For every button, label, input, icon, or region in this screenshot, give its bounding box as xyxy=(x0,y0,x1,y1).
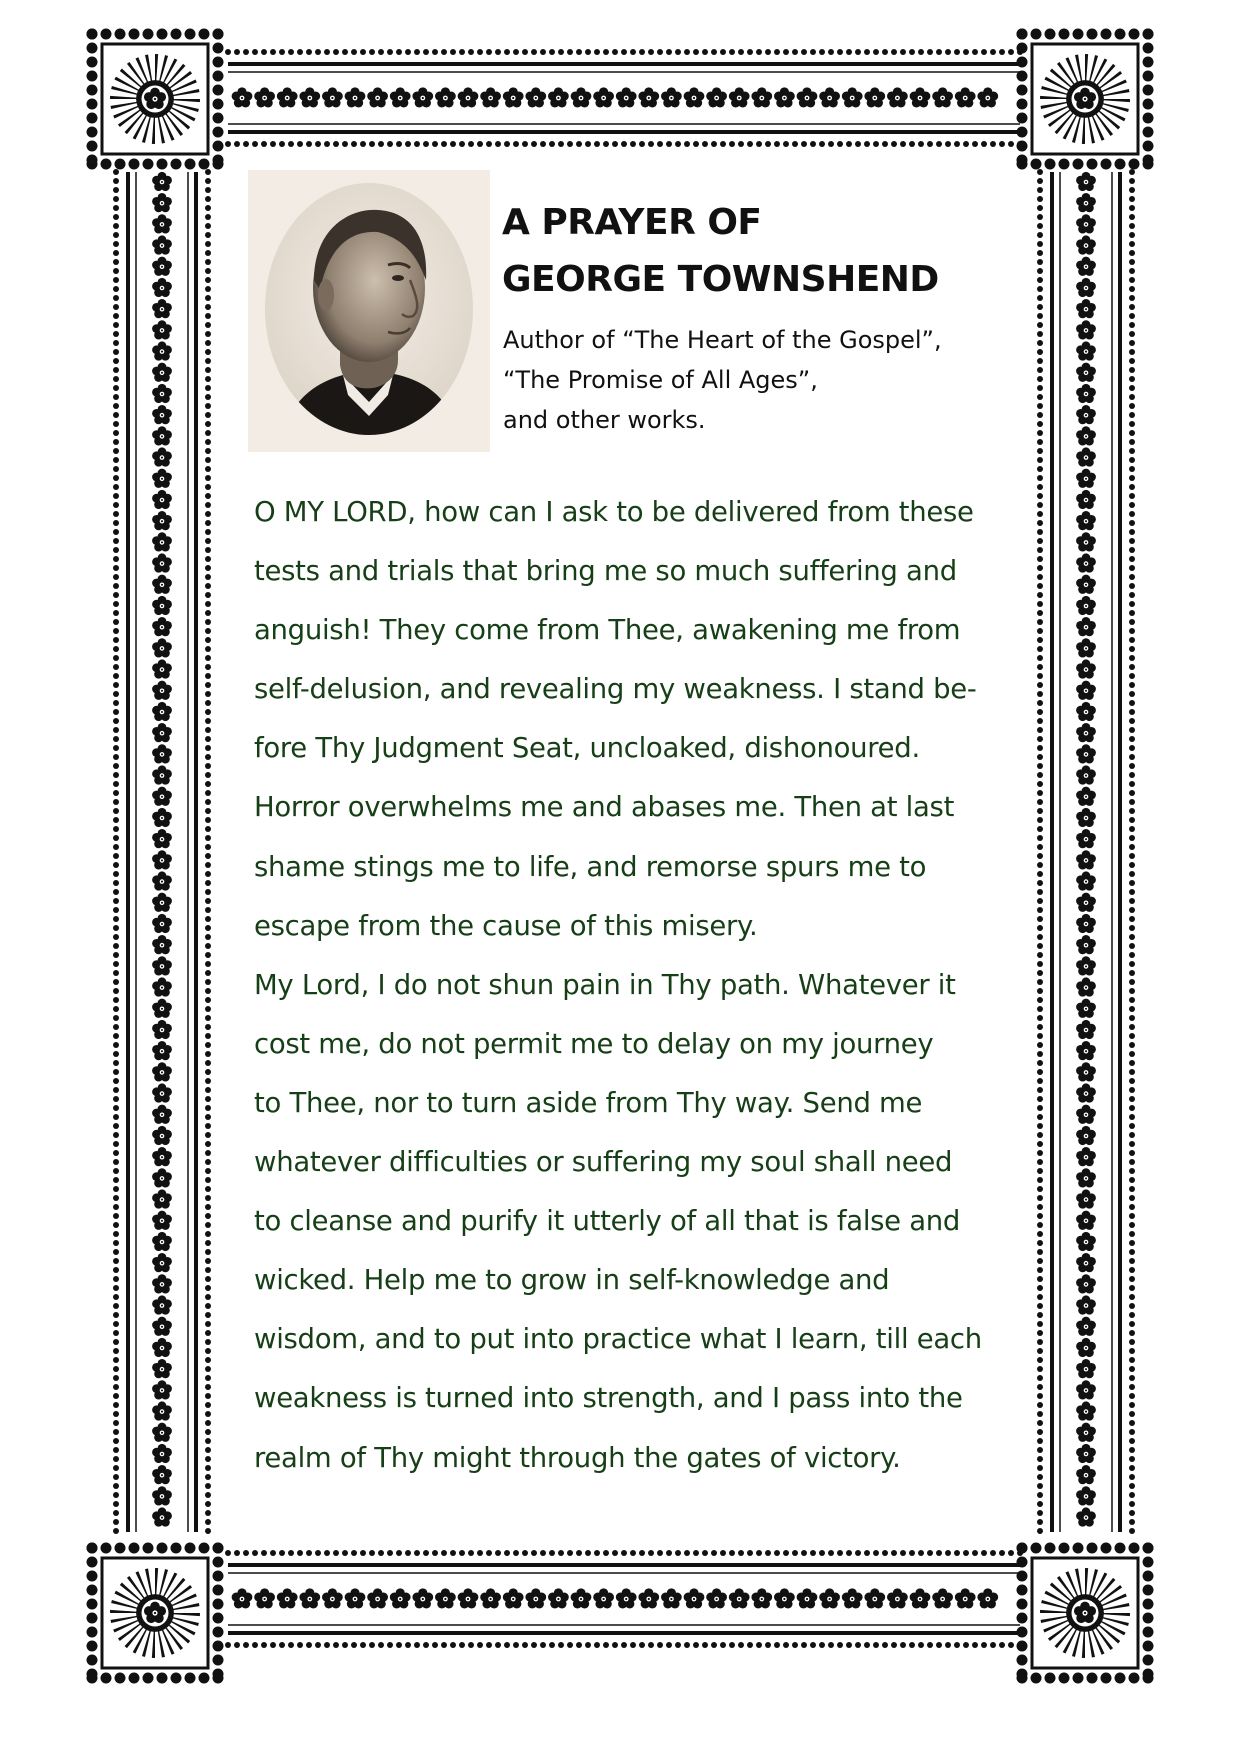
prayer-line: wisdom, and to put into practice what I learn, till each xyxy=(254,1323,982,1356)
flower-motif xyxy=(435,1588,456,1608)
flower-motif xyxy=(571,1588,592,1608)
flower-motif xyxy=(1076,977,1096,996)
author-works xyxy=(503,320,943,440)
flower-motif xyxy=(1076,1338,1096,1357)
flower-motif xyxy=(706,1588,727,1608)
flower-motif xyxy=(152,1274,172,1293)
flower-motif xyxy=(152,299,172,318)
flower-motif xyxy=(932,1588,953,1608)
flower-motif xyxy=(152,405,172,424)
flower-motif xyxy=(152,1168,172,1187)
flower-motif xyxy=(152,1105,172,1124)
flower-motif xyxy=(1076,575,1096,594)
author-portrait xyxy=(248,170,490,452)
flower-motif xyxy=(842,87,863,107)
flower-motif xyxy=(729,87,750,107)
flower-motif xyxy=(1076,1189,1096,1208)
flower-motif xyxy=(1076,469,1096,488)
flower-motif xyxy=(152,1211,172,1230)
flower-motif xyxy=(1076,1126,1096,1145)
flower-motif xyxy=(152,575,172,594)
flower-motif xyxy=(152,999,172,1018)
horizontal-border-band xyxy=(225,1550,1023,1648)
flower-motif xyxy=(774,1588,795,1608)
flower-motif xyxy=(345,87,366,107)
flower-motif xyxy=(1076,1105,1096,1124)
flower-motif xyxy=(152,1380,172,1399)
flower-motif xyxy=(152,1083,172,1102)
flower-motif xyxy=(152,447,172,466)
vertical-border-band xyxy=(1037,169,1135,1534)
flower-motif xyxy=(322,1588,343,1608)
flower-motif xyxy=(152,977,172,996)
flower-motif xyxy=(1076,1295,1096,1314)
flower-motif xyxy=(503,87,524,107)
flower-motif xyxy=(152,1041,172,1060)
flower-motif xyxy=(322,87,343,107)
flower-motif xyxy=(706,87,727,107)
flower-motif xyxy=(1076,320,1096,339)
flower-motif xyxy=(299,1588,320,1608)
flower-motif xyxy=(1076,299,1096,318)
flower-motif xyxy=(774,87,795,107)
flower-motif xyxy=(152,1189,172,1208)
flower-motif xyxy=(1076,1274,1096,1293)
prayer-line: fore Thy Judgment Seat, uncloaked, dishonoured. xyxy=(254,732,920,765)
flower-motif xyxy=(345,1588,366,1608)
flower-motif xyxy=(435,87,456,107)
flower-motif xyxy=(152,1338,172,1357)
corner-medallion xyxy=(87,29,224,170)
flower-motif xyxy=(1076,1507,1096,1526)
flower-motif xyxy=(152,765,172,784)
flower-motif xyxy=(1076,278,1096,297)
flower-motif xyxy=(1076,808,1096,827)
flower-motif xyxy=(232,87,253,107)
flower-motif xyxy=(1076,1253,1096,1272)
flower-motif xyxy=(152,511,172,530)
flower-motif xyxy=(152,638,172,657)
flower-motif xyxy=(1076,384,1096,403)
flower-motif xyxy=(1076,596,1096,615)
flower-motif xyxy=(1076,871,1096,890)
flower-motif xyxy=(1076,765,1096,784)
flower-motif xyxy=(1076,744,1096,763)
flower-motif xyxy=(977,87,998,107)
flower-motif xyxy=(277,87,298,107)
flower-motif xyxy=(1076,638,1096,657)
flower-motif xyxy=(152,1507,172,1526)
flower-motif xyxy=(152,1486,172,1505)
flower-motif xyxy=(480,1588,501,1608)
flower-motif xyxy=(548,87,569,107)
flower-motif xyxy=(1076,405,1096,424)
flower-motif xyxy=(152,278,172,297)
flower-motif xyxy=(152,235,172,254)
flower-motif xyxy=(616,87,637,107)
prayer-line: weakness is turned into strength, and I pass into the xyxy=(254,1382,963,1415)
flower-motif xyxy=(842,1588,863,1608)
flower-motif xyxy=(367,1588,388,1608)
flower-motif xyxy=(525,1588,546,1608)
flower-motif xyxy=(152,808,172,827)
flower-motif xyxy=(152,320,172,339)
flower-motif xyxy=(1076,553,1096,572)
flower-motif xyxy=(152,617,172,636)
flower-motif xyxy=(152,553,172,572)
flower-motif xyxy=(1076,829,1096,848)
flower-motif xyxy=(412,87,433,107)
flower-motif xyxy=(955,1588,976,1608)
flower-motif xyxy=(152,1232,172,1251)
flower-motif xyxy=(910,87,931,107)
flower-motif xyxy=(1076,1168,1096,1187)
flower-motif xyxy=(1076,426,1096,445)
flower-motif xyxy=(751,87,772,107)
flower-motif xyxy=(152,363,172,382)
flower-motif xyxy=(152,787,172,806)
flower-motif xyxy=(797,1588,818,1608)
flower-motif xyxy=(152,659,172,678)
flower-motif xyxy=(152,935,172,954)
flower-motif xyxy=(152,1295,172,1314)
subtitle-line: and other works. xyxy=(503,406,706,434)
prayer-line: whatever difficulties or suffering my soul shall need xyxy=(254,1146,953,1179)
flower-motif xyxy=(684,1588,705,1608)
flower-motif xyxy=(548,1588,569,1608)
flower-motif xyxy=(232,1588,253,1608)
flower-motif xyxy=(977,1588,998,1608)
flower-motif xyxy=(1076,893,1096,912)
flower-motif xyxy=(1076,1444,1096,1463)
flower-motif xyxy=(254,87,275,107)
flower-motif xyxy=(480,87,501,107)
corner-medallion xyxy=(1017,29,1154,170)
corner-medallion xyxy=(1017,1543,1154,1684)
prayer-line: wicked. Help me to grow in self-knowledge and xyxy=(254,1264,890,1297)
flower-motif xyxy=(729,1588,750,1608)
flower-motif xyxy=(1076,193,1096,212)
prayer-line: cost me, do not permit me to delay on my journey xyxy=(254,1027,934,1060)
prayer-line: to cleanse and purify it utterly of all that is false and xyxy=(254,1205,961,1238)
prayer-line: tests and trials that bring me so much suffering and xyxy=(254,555,957,588)
flower-motif xyxy=(1076,1423,1096,1442)
flower-motif xyxy=(1076,1147,1096,1166)
flower-motif xyxy=(152,1359,172,1378)
flower-motif xyxy=(299,87,320,107)
flower-motif xyxy=(1076,1401,1096,1420)
prayer-text xyxy=(254,483,994,1488)
flower-motif xyxy=(1076,532,1096,551)
flower-motif xyxy=(1076,681,1096,700)
flower-motif xyxy=(152,1147,172,1166)
flower-motif xyxy=(819,87,840,107)
flower-motif xyxy=(1076,490,1096,509)
flower-motif xyxy=(1076,447,1096,466)
flower-motif xyxy=(932,87,953,107)
flower-motif xyxy=(887,87,908,107)
horizontal-border-band xyxy=(225,49,1023,147)
flower-motif xyxy=(367,87,388,107)
flower-motif xyxy=(458,1588,479,1608)
flower-motif xyxy=(1076,702,1096,721)
flower-motif xyxy=(593,1588,614,1608)
flower-motif xyxy=(1076,1359,1096,1378)
flower-motif xyxy=(1076,341,1096,360)
flower-motif xyxy=(1076,1041,1096,1060)
flower-motif xyxy=(571,87,592,107)
flower-motif xyxy=(684,87,705,107)
title-line-2: GEORGE TOWNSHEND xyxy=(502,259,939,300)
flower-motif xyxy=(1076,1465,1096,1484)
vertical-border-band xyxy=(113,169,211,1534)
flower-motif xyxy=(864,1588,885,1608)
prayer-line: to Thee, nor to turn aside from Thy way. Send me xyxy=(254,1086,923,1119)
flower-motif xyxy=(1076,1020,1096,1039)
prayer-line: realm of Thy might through the gates of victory. xyxy=(254,1441,901,1474)
flower-motif xyxy=(1076,850,1096,869)
flower-motif xyxy=(955,87,976,107)
flower-motif xyxy=(152,702,172,721)
flower-motif xyxy=(152,214,172,233)
flower-motif xyxy=(152,956,172,975)
flower-motif xyxy=(412,1588,433,1608)
flower-motif xyxy=(152,1126,172,1145)
flower-motif xyxy=(152,469,172,488)
flower-motif xyxy=(1076,956,1096,975)
flower-motif xyxy=(152,172,172,191)
flower-motif xyxy=(1076,257,1096,276)
flower-motif xyxy=(1076,214,1096,233)
flower-motif xyxy=(1076,1380,1096,1399)
flower-motif xyxy=(152,1020,172,1039)
flower-motif xyxy=(152,1401,172,1420)
flower-motif xyxy=(254,1588,275,1608)
flower-motif xyxy=(152,1444,172,1463)
flower-motif xyxy=(152,193,172,212)
flower-motif xyxy=(1076,723,1096,742)
flower-motif xyxy=(1076,511,1096,530)
flower-motif xyxy=(152,532,172,551)
flower-motif xyxy=(864,87,885,107)
flower-motif xyxy=(1076,787,1096,806)
flower-motif xyxy=(152,490,172,509)
flower-motif xyxy=(1076,1486,1096,1505)
prayer-line: escape from the cause of this misery. xyxy=(254,909,758,942)
flower-motif xyxy=(661,87,682,107)
flower-motif xyxy=(152,1465,172,1484)
flower-motif xyxy=(638,87,659,107)
subtitle-line: “The Promise of All Ages”, xyxy=(503,366,818,394)
flower-motif xyxy=(525,87,546,107)
corner-medallion xyxy=(87,1543,224,1684)
prayer-line: self-delusion, and revealing my weakness. I stand be- xyxy=(254,673,977,706)
flower-motif xyxy=(819,1588,840,1608)
flower-motif xyxy=(458,87,479,107)
flower-motif xyxy=(390,87,411,107)
flower-motif xyxy=(152,723,172,742)
subtitle-line: Author of “The Heart of the Gospel”, xyxy=(503,326,942,354)
flower-motif xyxy=(152,257,172,276)
flower-motif xyxy=(152,893,172,912)
flower-motif xyxy=(638,1588,659,1608)
prayer-line: shame stings me to life, and remorse spurs me to xyxy=(254,850,927,883)
flower-motif xyxy=(152,1317,172,1336)
prayer-line: My Lord, I do not shun pain in Thy path. Whatever it xyxy=(254,968,956,1001)
flower-motif xyxy=(503,1588,524,1608)
flower-motif xyxy=(1076,1062,1096,1081)
flower-motif xyxy=(152,744,172,763)
flower-motif xyxy=(751,1588,772,1608)
prayer-line: anguish! They come from Thee, awakening me from xyxy=(254,614,961,647)
flower-motif xyxy=(277,1588,298,1608)
flower-motif xyxy=(1076,659,1096,678)
flower-motif xyxy=(1076,363,1096,382)
flower-motif xyxy=(1076,617,1096,636)
flower-motif xyxy=(152,914,172,933)
flower-motif xyxy=(1076,1317,1096,1336)
flower-motif xyxy=(1076,935,1096,954)
title-line-1: A PRAYER OF xyxy=(502,202,762,243)
prayer-line: O MY LORD, how can I ask to be delivered from these xyxy=(254,496,974,528)
flower-motif xyxy=(887,1588,908,1608)
flower-motif xyxy=(661,1588,682,1608)
flower-motif xyxy=(1076,999,1096,1018)
flower-motif xyxy=(797,87,818,107)
flower-motif xyxy=(910,1588,931,1608)
flower-motif xyxy=(1076,172,1096,191)
flower-motif xyxy=(152,1423,172,1442)
flower-motif xyxy=(152,1062,172,1081)
flower-motif xyxy=(1076,914,1096,933)
prayer-line: Horror overwhelms me and abases me. Then at last xyxy=(254,791,955,824)
flower-motif xyxy=(152,871,172,890)
flower-motif xyxy=(616,1588,637,1608)
flower-motif xyxy=(1076,1211,1096,1230)
flower-motif xyxy=(152,829,172,848)
flower-motif xyxy=(593,87,614,107)
flower-motif xyxy=(390,1588,411,1608)
flower-motif xyxy=(152,850,172,869)
flower-motif xyxy=(152,341,172,360)
flower-motif xyxy=(152,1253,172,1272)
flower-motif xyxy=(1076,1232,1096,1251)
prayer-title xyxy=(502,194,942,308)
flower-motif xyxy=(152,384,172,403)
flower-motif xyxy=(152,426,172,445)
flower-motif xyxy=(1076,1083,1096,1102)
flower-motif xyxy=(152,596,172,615)
flower-motif xyxy=(152,681,172,700)
flower-motif xyxy=(1076,235,1096,254)
